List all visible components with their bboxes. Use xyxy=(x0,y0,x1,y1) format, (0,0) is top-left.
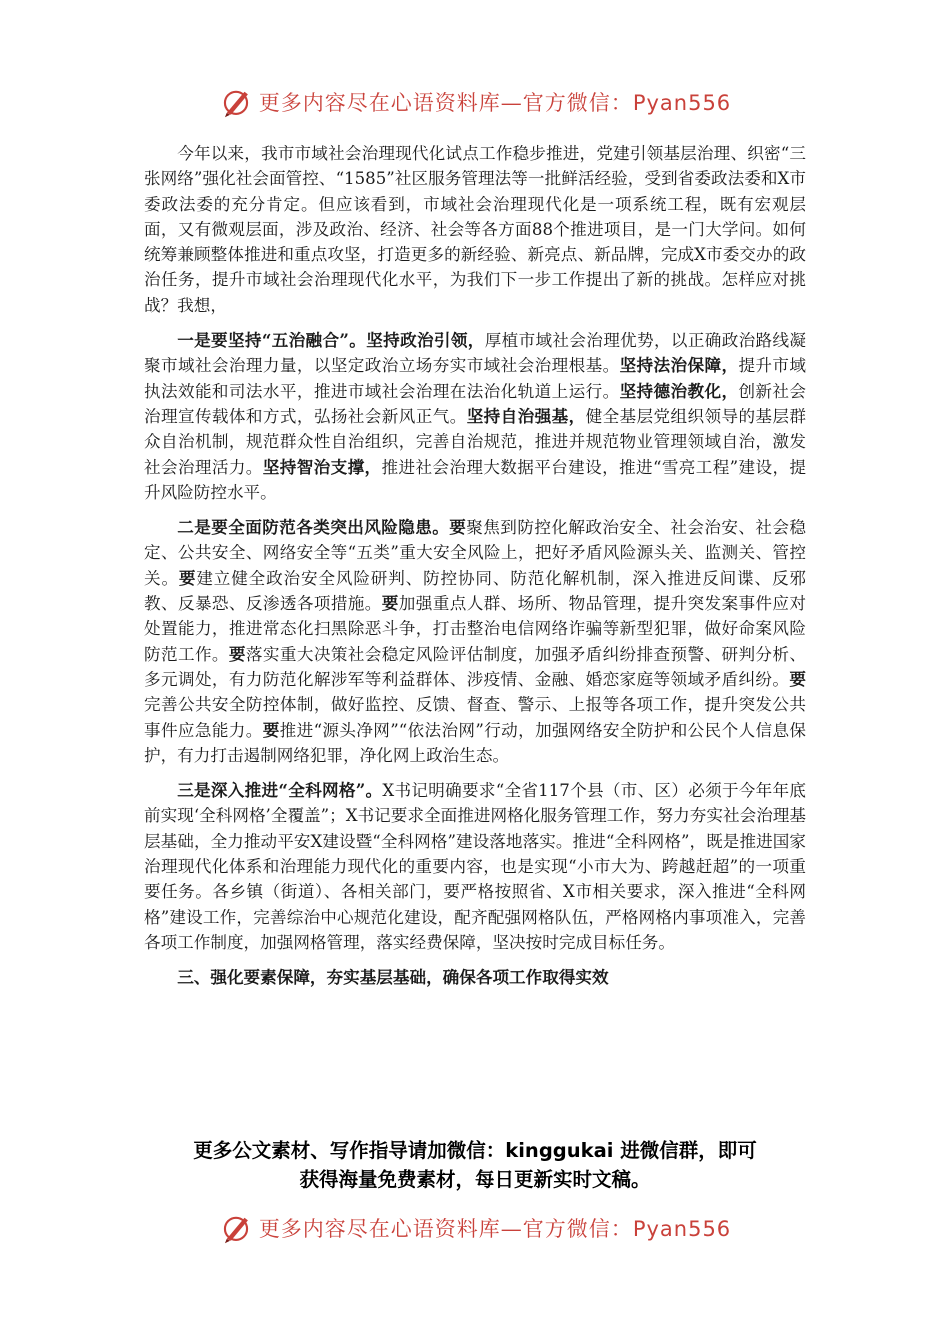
paragraph-risk-prevention: 二是要全面防范各类突出风险隐患。要聚焦到防控化解政治安全、社会治安、社会稳定、公共安全、网络安全等“五类”重大安全风险上，把好矛盾风险源头关、监测关、管控关。要建立健全政治安全风险研判、防控协同、防范化解机制，深入推进反间谍、反邪教、反暴恐、反渗透各项措施。要加强重点人群、场所、物品管理，提升突发案事件应对处置能力，推进常态化扫黑除恶斗争，打击整治电信网络诈骗等新型犯罪，做好命案风险防范工作。要落实重大决策社会稳定风险评估制度，加强矛盾纠纷排查预警、研判分析、多元调处，有力防范化解涉军等利益群体、涉疫情、金融、婚恋家庭等领域矛盾纠纷。要完善公共安全防控体制，做好监控、反馈、督查、警示、上报等各项工作，提升突发公共事件应急能力。要推进“源头净网”“依法治网”行动，加强网络安全防护和公民个人信息保护，有力打击遏制网络犯罪，净化网上政治生态。 xyxy=(144,517,807,765)
promo-line-1: 更多公文素材、写作指导请加微信：kinggukai 进微信群，即可 xyxy=(193,1139,757,1162)
watermark-banner-top xyxy=(0,82,950,122)
pen-logo-icon xyxy=(219,85,253,119)
paragraph-grid-management: 三是深入推进“全科网格”。X书记明确要求“全省117个县（市、区）必须于今年年底前实现‘全科网格’全覆盖”；X书记要求全面推进网格化服务管理工作，努力夯实社会治理基层基础，全力推动平安X建设暨“全科网格”建设落地落实。推进“全科网格”，既是推进国家治理现代化体系和治理能力现代化的重要内容，也是实现“小市大为、跨越赶超”的一项重要任务。各乡镇（街道）、各相关部门，要严格按照省、X市相关要求，深入推进“全科网格”建设工作，完善综治中心规范化建设，配齐配强网格队伍，严格网格内事项准入，完善各项工作制度，加强网格管理，落实经费保障，坚决按时完成目标任务。 xyxy=(144,780,807,952)
watermark-wechat-id: Pyan556 xyxy=(632,1217,732,1241)
intro-paragraph: 今年以来，我市市域社会治理现代化试点工作稳步推进，党建引领基层治理、织密“三张网络”强化社会面管控、“1585”社区服务管理法等一批鲜活经验，受到省委政法委和X市委政法委的充分肯定。但应该看到，市域社会治理现代化是一项系统工程，既有宏观层面，又有微观层面，涉及政治、经济、社会等各方面88个推进项目，是一门大学问。如何统筹兼顾整体推进和重点攻坚，打造更多的新经验、新亮点、新品牌，完成X市委交办的政治任务，提升市域社会治理现代化水平，为我们下一步工作提出了新的挑战。怎样应对挑战？我想， xyxy=(144,144,806,315)
watermark-wechat-id: Pyan556 xyxy=(632,91,732,115)
watermark-banner-bottom xyxy=(0,1208,950,1248)
promo-notice xyxy=(110,1136,840,1194)
document-body xyxy=(144,141,806,990)
pen-logo-icon xyxy=(219,1211,253,1245)
watermark-text: 更多内容尽在心语资料库—官方微信： xyxy=(258,91,633,115)
paragraph-five-governance: 一是要坚持“五治融合”。坚持政治引领，厚植市域社会治理优势，以正确政治路线凝聚市域社会治理力量，以坚定政治立场夯实市域社会治理根基。坚持法治保障，提升市域执法效能和司法水平，推进市域社会治理在法治化轨道上运行。坚持德治教化，创新社会治理宣传载体和方式，弘扬社会新风正气。坚持自治强基，健全基层党组织领导的基层群众自治机制，规范群众性自治组织，完善自治规范，推进并规范物业管理领域自治，激发社会治理活力。坚持智治支撑，推进社会治理大数据平台建设，推进“雪亮工程”建设，提升风险防控水平。 xyxy=(144,330,807,502)
promo-line-2: 获得海量免费素材，每日更新实时文稿。 xyxy=(299,1168,651,1191)
watermark-text: 更多内容尽在心语资料库—官方微信： xyxy=(258,1217,633,1241)
section-heading: 三、强化要素保障，夯实基层基础，确保各项工作取得实效 xyxy=(177,967,609,988)
